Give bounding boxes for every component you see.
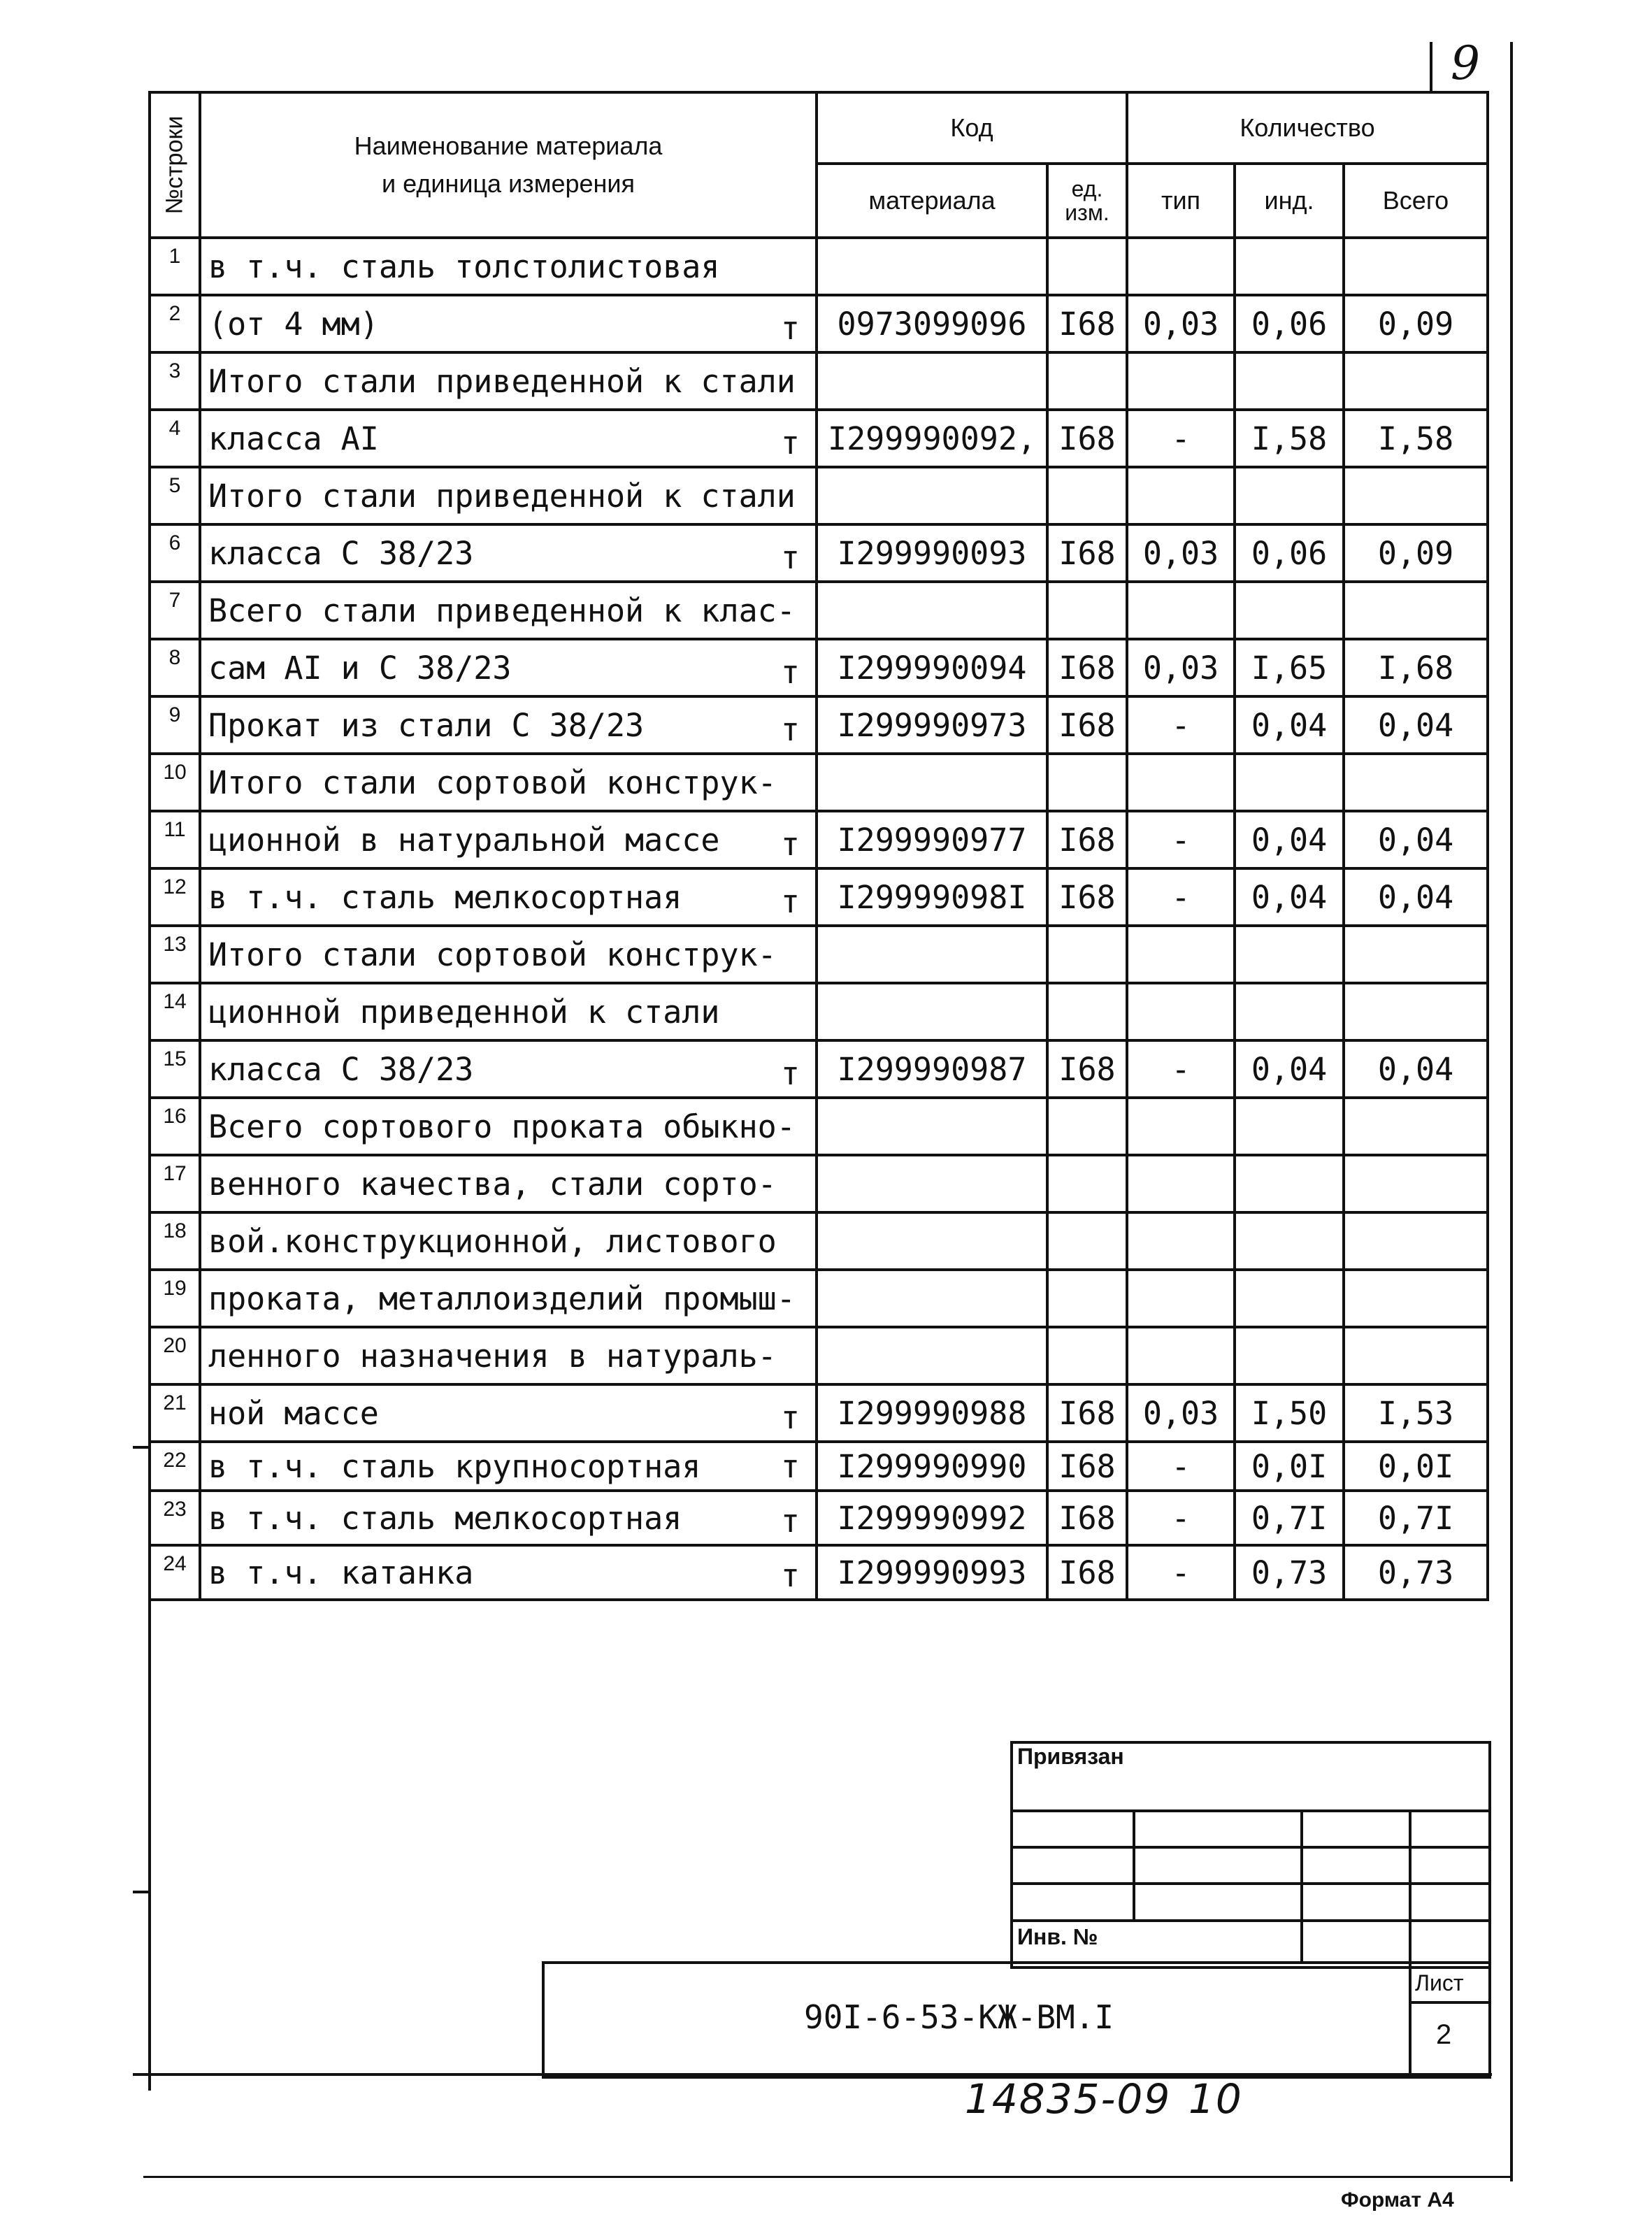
quantity-ind <box>1235 926 1344 983</box>
table-row <box>150 1040 1488 1098</box>
material-name <box>200 524 817 582</box>
material-code: I299990093 <box>817 524 1047 582</box>
material-name <box>200 1040 817 1098</box>
material-name-text: вой.конструкционной, листового <box>208 1222 777 1260</box>
unit-code <box>1047 352 1127 410</box>
quantity-type: - <box>1127 868 1235 926</box>
row-number: 21 <box>150 1384 200 1442</box>
unit-code: I68 <box>1047 1491 1127 1545</box>
bottom-rule <box>143 2176 1512 2178</box>
row-number: 3 <box>150 352 200 410</box>
stamp-line-2 <box>1010 1846 1488 1849</box>
material-name-text: класса С 38/23 <box>208 1050 474 1088</box>
quantity-total <box>1344 238 1488 295</box>
sheet-label: Лист <box>1415 1970 1464 1995</box>
material-name <box>200 1491 817 1545</box>
quantity-total: I,53 <box>1344 1384 1488 1442</box>
ind-header: инд. <box>1235 164 1344 238</box>
quantity-type <box>1127 1098 1235 1155</box>
row-number: 10 <box>150 754 200 811</box>
material-name <box>200 1212 817 1270</box>
quantity-type: - <box>1127 1040 1235 1098</box>
unit-code: I68 <box>1047 696 1127 754</box>
table-row <box>150 1442 1488 1491</box>
table-row <box>150 1384 1488 1442</box>
total-header: Всего <box>1344 164 1488 238</box>
quantity-type: 0,03 <box>1127 1384 1235 1442</box>
material-code <box>817 582 1047 639</box>
table-row <box>150 524 1488 582</box>
quantity-type: - <box>1127 1442 1235 1491</box>
quantity-type <box>1127 1327 1235 1384</box>
material-name-text: в т.ч. сталь мелкосортная <box>208 878 682 916</box>
table-row <box>150 1327 1488 1384</box>
archive-number: 14835-09 <box>965 2075 1172 2123</box>
quantity-type: - <box>1127 696 1235 754</box>
type-header: тип <box>1127 164 1235 238</box>
stamp-vline-2 <box>1300 1809 1303 1963</box>
material-code: I299990092, <box>817 410 1047 467</box>
quantity-type: 0,03 <box>1127 295 1235 352</box>
row-number: 11 <box>150 811 200 868</box>
quantity-type <box>1127 467 1235 524</box>
quantity-type <box>1127 754 1235 811</box>
material-code <box>817 1270 1047 1327</box>
row-number: 19 <box>150 1270 200 1327</box>
material-name <box>200 1098 817 1155</box>
material-name-text: в т.ч. сталь крупносортная <box>208 1447 701 1485</box>
quantity-type <box>1127 926 1235 983</box>
margin-tick-3 <box>133 2073 150 2076</box>
row-number: 9 <box>150 696 200 754</box>
unit-code <box>1047 983 1127 1040</box>
material-code: I29999098I <box>817 868 1047 926</box>
quantity-ind <box>1235 1327 1344 1384</box>
material-code: I299990992 <box>817 1491 1047 1545</box>
material-name-text: класса С 38/23 <box>208 534 474 572</box>
format-label: Формат А4 <box>1341 2188 1454 2212</box>
row-number: 2 <box>150 295 200 352</box>
table-row <box>150 1155 1488 1212</box>
unit-of-measure: т <box>780 539 800 576</box>
material-name-text: Итого стали приведенной к стали <box>208 362 796 400</box>
quantity-ind <box>1235 1212 1344 1270</box>
material-name-text: в т.ч. сталь мелкосортная <box>208 1499 682 1537</box>
unit-code <box>1047 754 1127 811</box>
quantity-total: 0,73 <box>1344 1545 1488 1600</box>
material-name-text: сам AI и С 38/23 <box>208 649 512 687</box>
material-name <box>200 983 817 1040</box>
unit-of-measure: т <box>780 424 800 461</box>
quantity-type <box>1127 352 1235 410</box>
material-name <box>200 1327 817 1384</box>
quantity-ind: 0,0I <box>1235 1442 1344 1491</box>
material-name <box>200 410 817 467</box>
quantity-type: - <box>1127 811 1235 868</box>
quantity-total <box>1344 983 1488 1040</box>
quantity-ind: 0,04 <box>1235 868 1344 926</box>
quantity-type <box>1127 238 1235 295</box>
material-code: I299990094 <box>817 639 1047 696</box>
material-name <box>200 754 817 811</box>
table-row <box>150 238 1488 295</box>
unit-code: I68 <box>1047 1040 1127 1098</box>
unit-code: I68 <box>1047 868 1127 926</box>
unit-code: I68 <box>1047 639 1127 696</box>
quantity-total: I,68 <box>1344 639 1488 696</box>
code-header: Код <box>817 92 1127 164</box>
material-name <box>200 868 817 926</box>
material-name-text: в т.ч. сталь толстолистовая <box>208 248 720 285</box>
material-name-text: класса AI <box>208 420 379 457</box>
frame-right-line <box>1510 91 1513 2181</box>
row-number: 12 <box>150 868 200 926</box>
row-number: 13 <box>150 926 200 983</box>
quantity-type: 0,03 <box>1127 524 1235 582</box>
quantity-total: 0,04 <box>1344 696 1488 754</box>
quantity-ind <box>1235 1155 1344 1212</box>
unit-code: I68 <box>1047 295 1127 352</box>
material-code <box>817 754 1047 811</box>
material-code: I299990973 <box>817 696 1047 754</box>
material-name <box>200 1155 817 1212</box>
unit-code: I68 <box>1047 524 1127 582</box>
quantity-total <box>1344 754 1488 811</box>
row-number-header: №строки <box>150 92 200 238</box>
unit-code <box>1047 1270 1127 1327</box>
unit-code <box>1047 582 1127 639</box>
material-name-text: Итого стали приведенной к стали <box>208 477 796 515</box>
table-row <box>150 696 1488 754</box>
unit-of-measure: т <box>780 711 800 748</box>
title-block-divider <box>1409 1961 1412 2076</box>
material-code: I299990987 <box>817 1040 1047 1098</box>
table-row <box>150 352 1488 410</box>
quantity-ind <box>1235 238 1344 295</box>
quantity-total: 0,09 <box>1344 524 1488 582</box>
material-name-text: ционной приведенной к стали <box>208 993 720 1031</box>
row-number: 14 <box>150 983 200 1040</box>
unit-of-measure: т <box>780 310 800 347</box>
row-number: 20 <box>150 1327 200 1384</box>
quantity-type: - <box>1127 1491 1235 1545</box>
quantity-type <box>1127 1212 1235 1270</box>
table-row <box>150 1212 1488 1270</box>
unit-code <box>1047 926 1127 983</box>
stamp-line-4 <box>1010 1919 1488 1922</box>
quantity-total: 0,04 <box>1344 868 1488 926</box>
page-num-divider <box>1430 42 1432 91</box>
quantity-total: 0,7I <box>1344 1491 1488 1545</box>
unit-code: I68 <box>1047 1442 1127 1491</box>
material-name-text: Всего сортового проката обыкно- <box>208 1108 796 1145</box>
material-name <box>200 467 817 524</box>
material-name-text: Всего стали приведенной к клас- <box>208 592 796 629</box>
material-name-text: (от 4 мм) <box>208 305 379 343</box>
table-row <box>150 582 1488 639</box>
quantity-ind: 0,06 <box>1235 524 1344 582</box>
row-number: 6 <box>150 524 200 582</box>
table-row <box>150 868 1488 926</box>
table-row <box>150 1270 1488 1327</box>
unit-code: I68 <box>1047 1545 1127 1600</box>
material-name-text: Итого стали сортовой конструк- <box>208 764 777 801</box>
row-number: 24 <box>150 1545 200 1600</box>
quantity-total <box>1344 1270 1488 1327</box>
quantity-ind <box>1235 582 1344 639</box>
material-name <box>200 1545 817 1600</box>
unit-code <box>1047 1098 1127 1155</box>
row-number: 16 <box>150 1098 200 1155</box>
table-row <box>150 1491 1488 1545</box>
unit-code: I68 <box>1047 811 1127 868</box>
material-code <box>817 1155 1047 1212</box>
margin-tick-1 <box>133 1446 150 1449</box>
material-name-text: ной массе <box>208 1394 379 1432</box>
row-number: 1 <box>150 238 200 295</box>
page-number: 9 <box>1451 36 1480 90</box>
material-code <box>817 352 1047 410</box>
quantity-type <box>1127 983 1235 1040</box>
material-name <box>200 295 817 352</box>
row-number: 22 <box>150 1442 200 1491</box>
margin-tick-2 <box>133 1891 150 1893</box>
material-name-text: проката, металлоизделий промыш- <box>208 1280 796 1317</box>
quantity-ind: 0,04 <box>1235 696 1344 754</box>
quantity-total: I,58 <box>1344 410 1488 467</box>
archive-page: 10 <box>1188 2075 1243 2123</box>
stamp-line-1 <box>1010 1809 1488 1812</box>
quantity-total <box>1344 467 1488 524</box>
unit-of-measure: т <box>780 1503 800 1540</box>
material-name <box>200 639 817 696</box>
frame-right-top <box>1510 42 1513 91</box>
material-name <box>200 238 817 295</box>
row-number: 17 <box>150 1155 200 1212</box>
quantity-ind: I,50 <box>1235 1384 1344 1442</box>
material-name-text: в т.ч. катанка <box>208 1554 474 1591</box>
material-name <box>200 696 817 754</box>
unit-code <box>1047 1212 1127 1270</box>
material-code <box>817 467 1047 524</box>
quantity-total <box>1344 1155 1488 1212</box>
unit-of-measure: т <box>780 1448 800 1485</box>
row-number: 18 <box>150 1212 200 1270</box>
inv-label: Инв. № <box>1017 1924 1098 1949</box>
row-number: 4 <box>150 410 200 467</box>
quantity-total <box>1344 926 1488 983</box>
row-number: 15 <box>150 1040 200 1098</box>
unit-of-measure: т <box>780 654 800 691</box>
material-code: I299990990 <box>817 1442 1047 1491</box>
quantity-ind <box>1235 467 1344 524</box>
material-code <box>817 1327 1047 1384</box>
material-name <box>200 1384 817 1442</box>
quantity-ind: I,65 <box>1235 639 1344 696</box>
material-name-text: ционной в натуральной массе <box>208 821 720 859</box>
unit-code <box>1047 467 1127 524</box>
table-row <box>150 639 1488 696</box>
sheet-box-line <box>1409 2001 1488 2004</box>
table-row <box>150 467 1488 524</box>
unit-code: I68 <box>1047 1384 1127 1442</box>
material-name-text: Прокат из стали С 38/23 <box>208 706 645 744</box>
material-name-header: Наименование материала и единица измерения <box>200 92 817 238</box>
row-number: 7 <box>150 582 200 639</box>
unit-header: ед. изм. <box>1047 164 1127 238</box>
table-row <box>150 754 1488 811</box>
material-code <box>817 1098 1047 1155</box>
unit-of-measure: т <box>780 883 800 920</box>
quantity-header: Количество <box>1127 92 1488 164</box>
material-code: I299990988 <box>817 1384 1047 1442</box>
material-name <box>200 582 817 639</box>
quantity-ind: 0,7I <box>1235 1491 1344 1545</box>
row-number: 23 <box>150 1491 200 1545</box>
material-name <box>200 352 817 410</box>
quantity-total <box>1344 1098 1488 1155</box>
quantity-type <box>1127 1155 1235 1212</box>
quantity-total: 0,04 <box>1344 811 1488 868</box>
row-number: 5 <box>150 467 200 524</box>
bound-label: Привязан <box>1017 1744 1124 1769</box>
table-row <box>150 811 1488 868</box>
quantity-ind: I,58 <box>1235 410 1344 467</box>
quantity-ind: 0,06 <box>1235 295 1344 352</box>
quantity-ind <box>1235 1098 1344 1155</box>
unit-code: I68 <box>1047 410 1127 467</box>
quantity-total <box>1344 352 1488 410</box>
sheet-number: 2 <box>1436 2019 1452 2050</box>
quantity-ind: 0,04 <box>1235 811 1344 868</box>
quantity-ind <box>1235 1270 1344 1327</box>
quantity-ind <box>1235 754 1344 811</box>
unit-of-measure: т <box>780 826 800 863</box>
table-row <box>150 1545 1488 1600</box>
material-name-text: ленного назначения в натураль- <box>208 1337 777 1375</box>
row-number: 8 <box>150 639 200 696</box>
unit-code <box>1047 1327 1127 1384</box>
material-code <box>817 238 1047 295</box>
unit-code <box>1047 238 1127 295</box>
quantity-total: 0,0I <box>1344 1442 1488 1491</box>
material-name <box>200 811 817 868</box>
quantity-ind <box>1235 352 1344 410</box>
material-code: 0973099096 <box>817 295 1047 352</box>
stamp-vline-3 <box>1409 1809 1412 1963</box>
quantity-ind <box>1235 983 1344 1040</box>
quantity-total <box>1344 582 1488 639</box>
quantity-total: 0,09 <box>1344 295 1488 352</box>
unit-of-measure: т <box>780 1399 800 1436</box>
material-name <box>200 1442 817 1491</box>
material-code <box>817 926 1047 983</box>
material-code <box>817 983 1047 1040</box>
quantity-total: 0,04 <box>1344 1040 1488 1098</box>
material-name-text: Итого стали сортовой конструк- <box>208 936 777 973</box>
table-row <box>150 1098 1488 1155</box>
material-name <box>200 1270 817 1327</box>
unit-of-measure: т <box>780 1557 800 1594</box>
stamp-vline-1 <box>1133 1809 1135 1920</box>
unit-of-measure: т <box>780 1055 800 1092</box>
table-row <box>150 983 1488 1040</box>
material-code: I299990993 <box>817 1545 1047 1600</box>
quantity-type <box>1127 1270 1235 1327</box>
quantity-total <box>1344 1327 1488 1384</box>
material-name <box>200 926 817 983</box>
quantity-type <box>1127 582 1235 639</box>
material-name-text: венного качества, стали сорто- <box>208 1165 777 1203</box>
table-row <box>150 926 1488 983</box>
quantity-ind: 0,73 <box>1235 1545 1344 1600</box>
stamp-line-3 <box>1010 1882 1488 1885</box>
unit-code <box>1047 1155 1127 1212</box>
table-row <box>150 295 1488 352</box>
quantity-type: 0,03 <box>1127 639 1235 696</box>
quantity-type: - <box>1127 1545 1235 1600</box>
material-code <box>817 1212 1047 1270</box>
table-row <box>150 410 1488 467</box>
quantity-ind: 0,04 <box>1235 1040 1344 1098</box>
materials-table <box>148 91 1489 1601</box>
document-code: 90I-6-53-КЖ-ВМ.I <box>804 1998 1114 2036</box>
material-code-header: материала <box>817 164 1047 238</box>
quantity-total <box>1344 1212 1488 1270</box>
material-code: I299990977 <box>817 811 1047 868</box>
quantity-type: - <box>1127 410 1235 467</box>
